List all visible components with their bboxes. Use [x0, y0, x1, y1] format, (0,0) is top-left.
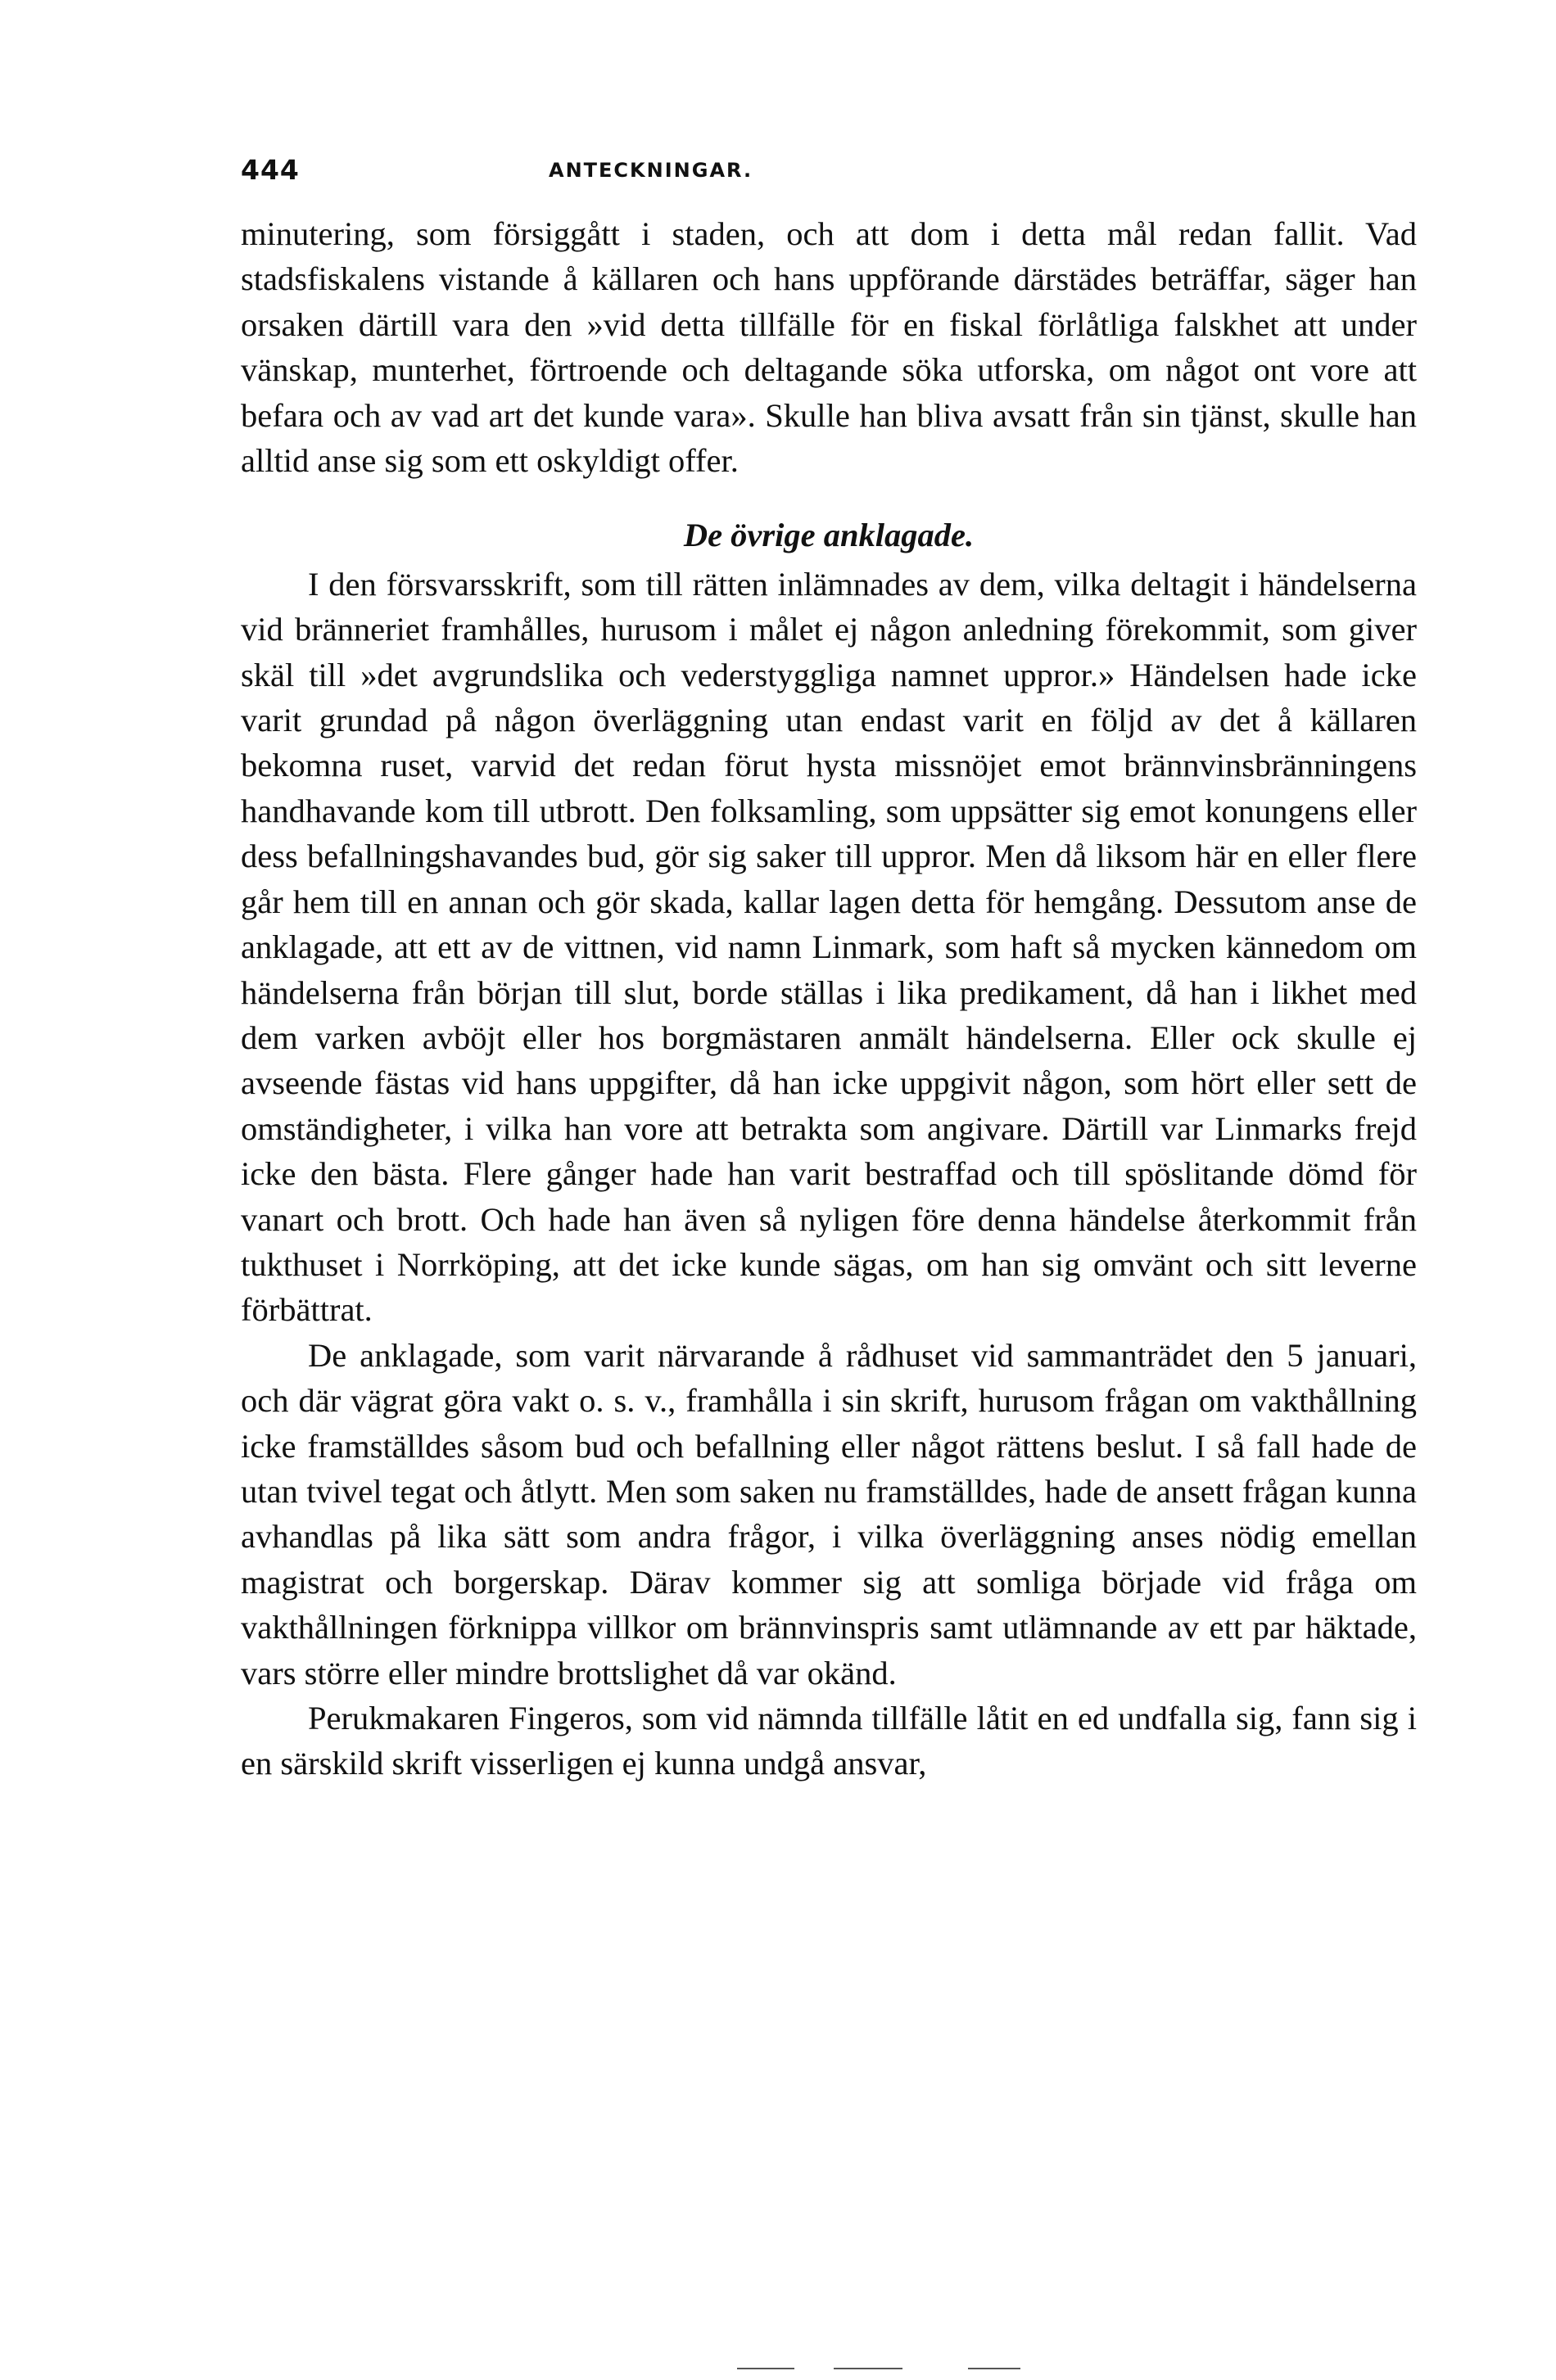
footer-rule [737, 2368, 794, 2369]
running-head [241, 154, 1417, 195]
paragraph: De anklagade, som varit närvarande å rådhuset vid sammanträdet den 5 januari, och där vägrat göra vakt o. s. v., framhålla i sin skrift, hurusom frågan om vakthållning icke framställdes såsom bud och befallning eller något rättens beslut. I så fall hade de utan tvivel tegat och åtlytt. Men som saken nu framställdes, hade de ansett frågan kunna avhandlas på lika sätt som andra frågor, i vilka överläggning anses nödig emellan magistrat och borgerskap. Därav kommer sig att somliga började vid fråga om vakthållningen förknippa villkor om brännvinspris samt utlämnande av ett par häktade, vars större eller mindre brottslighet då var okänd. [241, 1336, 1417, 1691]
paragraph-continued: minutering, som försiggått i staden, och att dom i detta mål redan fallit. Vad stadsfiskalens vistande å källaren och hans uppförande därstädes beträffar, säger han orsaken därtill vara den »vid detta tillfälle för en fiskal förlåtliga falskhet att under vänskap, munterhet, förtroende och deltagande söka utforska, om något ont vore att befara och av vad art det kunde vara». Skulle han bliva avsatt från sin tjänst, skulle han alltid anse sig som ett oskyldigt offer. [241, 215, 1417, 480]
text-block [241, 211, 1417, 1786]
paragraph: Perukmakaren Fingeros, som vid nämnda tillfälle låtit en ed undfalla sig, fann sig i en särskild skrift visserligen ej kunna undgå ansvar, [241, 1700, 1417, 1782]
running-title: ANTECKNINGAR. [549, 159, 753, 182]
page-number: 444 [241, 154, 300, 186]
footer-rule [834, 2368, 902, 2369]
footer-rule [968, 2368, 1020, 2369]
section-heading: De övrige anklagade. [683, 517, 975, 554]
paragraph: I den försvarsskrift, som till rätten inlämnades av dem, vilka deltagit i händelserna vid bränneriet framhålles, hurusom i målet ej någon anledning förekommit, som giver skäl till »det avgrundslika och vederstyggliga namnet uppror.» Händelsen hade icke varit grundad på någon överläggning utan endast varit en följd av det å källaren bekomna ruset, varvid det redan förut hysta missnöjet emot brännvinsbränningens handhavande kom till utbrott. Den folksamling, som uppsätter sig emot konungens eller dess befallningshavandes bud, gör sig saker till uppror. Men då liksom här en eller flere går hem till en annan och gör skada, kallar lagen detta för hemgång. Dessutom anse de anklagade, att ett av de vittnen, vid namn Linmark, som haft så mycken kännedom om händelserna från början till slut, borde ställas i lika predikament, då han i likhet med dem varken avböjt eller hos borgmästaren anmält händelserna. Eller ock skulle ej avseende fästas vid hans uppgifter, då han icke uppgivit någon, som hört eller sett de omständigheter, i vilka han vore att betrakta som angivare. Därtill var Linmarks frejd icke den bästa. Flere gånger hade han varit bestraffad och till spöslitande dömd för vanart och brott. Och hade han även så nyligen före denna händelse återkommit från tukthuset i Norrköping, att det icke kunde sägas, om han sig omvänt och sitt leverne förbättrat. [241, 565, 1417, 1329]
